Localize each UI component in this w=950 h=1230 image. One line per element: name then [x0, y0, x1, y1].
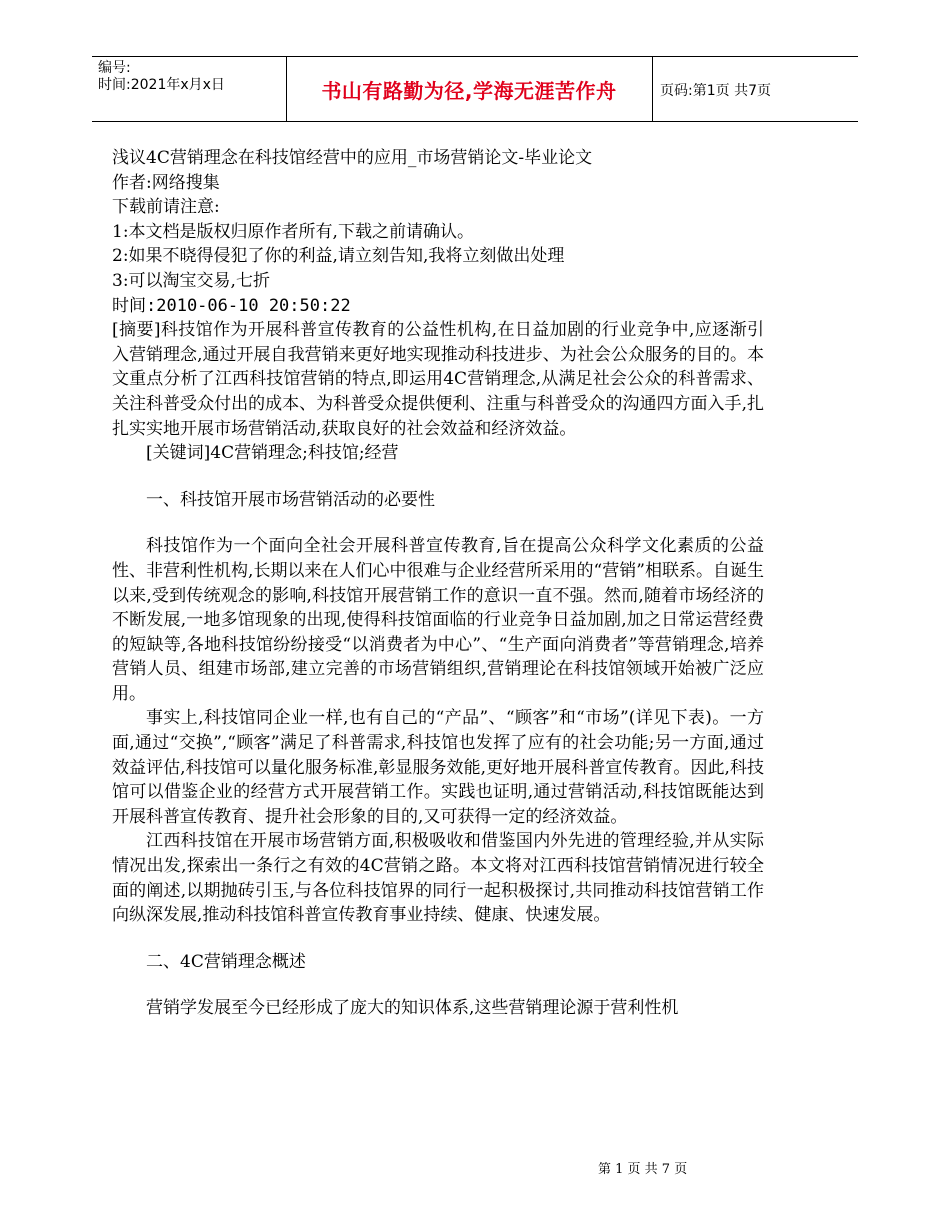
header-meta	[98, 60, 225, 94]
notice-item: 1:本文档是版权归原作者所有,下载之前请确认。	[112, 221, 474, 242]
header-divider-right	[652, 57, 653, 121]
article-author: 作者:网络搜集	[112, 172, 220, 193]
time-label: 时间:2021年x月x日	[98, 77, 225, 93]
footer-page-number: 第 1 页 共 7 页	[598, 1162, 688, 1177]
header-bottom-rule	[92, 121, 858, 122]
body-paragraph: 科技馆作为一个面向全社会开展科普宣传教育,旨在提高公众科学文化素质的公益性、非营利性机构,长期以来在人们心中很难与企业经营所采用的“营销”相联系。自诞生以来,受到传统观念的影响,科技馆开展营销工作的意识一直不强。然而,随着市场经济的不断发展,一地多馆现象的出现,使得科技馆面临的行业竞争日益加剧,加之日常运营经费的短缺等,各地科技馆纷纷接受“以消费者为中心”、“生产面向消费者”等营销理念,培养营销人员、组建市场部,建立完善的市场营销组织,营销理论在科技馆领域开始被广泛应用。	[112, 536, 764, 704]
notice-heading: 下载前请注意:	[112, 197, 220, 218]
body-paragraph: 江西科技馆在开展市场营销方面,积极吸收和借鉴国内外先进的管理经验,并从实际情况出发,探索出一条行之有效的4C营销之路。本文将对江西科技馆营销情况进行较全面的阐述,以期抛砖引玉,与各位科技馆界的同行一起积极探讨,共同推动科技馆营销工作向纵深发展,推动科技馆科普宣传教育事业持续、健康、快速发展。	[112, 831, 764, 926]
body-paragraph: 事实上,科技馆同企业一样,也有自己的“产品”、“顾客”和“市场”(详见下表)。一方面,通过“交换”,“顾客”满足了科普需求,科技馆也发挥了应有的社会功能;另一方面,通过效益评估,科技馆可以量化服务标准,彰显服务效能,更好地开展科普宣传教育。因此,科技馆可以借鉴企业的经营方式开展营销工作。实践也证明,通过营销活动,科技馆既能达到开展科普宣传教育、提升社会形象的目的,又可获得一定的经济效益。	[112, 708, 764, 827]
article-abstract: [摘要]科技馆作为开展科普宣传教育的公益性机构,在日益加剧的行业竞争中,应逐渐引入营销理念,通过开展自我营销来更好地实现推动科技进步、为社会公众服务的目的。本文重点分析了江西科技馆营销的特点,即运用4C营销理念,从满足社会公众的科普需求、关注科普受众付出的成本、为科普受众提供便利、注重与科普受众的沟通四方面入手,扎扎实实地开展市场营销活动,获取良好的社会效益和经济效益。	[112, 320, 764, 439]
article-time: 时间:2010-06-10 20:50:22	[112, 295, 351, 316]
header-page-info: 页码:第1页 共7页	[660, 83, 771, 99]
section-title: 一、科技馆开展市场营销活动的必要性	[146, 489, 435, 510]
header-motto: 书山有路勤为径,学海无涯苦作舟	[321, 78, 617, 103]
article-keywords: [关键词]4C营销理念;科技馆;经营	[146, 443, 399, 464]
section-title: 二、4C营销理念概述	[146, 951, 306, 972]
body-paragraph: 营销学发展至今已经形成了庞大的知识体系,这些营销理论源于营利性机	[146, 998, 679, 1019]
notice-item: 2:如果不晓得侵犯了你的利益,请立刻告知,我将立刻做出处理	[112, 246, 565, 267]
notice-item: 3:可以淘宝交易,七折	[112, 270, 270, 291]
article-title: 浅议4C营销理念在科技馆经营中的应用_市场营销论文-毕业论文	[112, 148, 593, 168]
document-body	[112, 146, 764, 1021]
serial-label: 编号:	[98, 60, 131, 76]
spacer	[112, 512, 764, 534]
spacer	[112, 928, 764, 950]
spacer	[112, 466, 764, 488]
spacer	[112, 974, 764, 996]
